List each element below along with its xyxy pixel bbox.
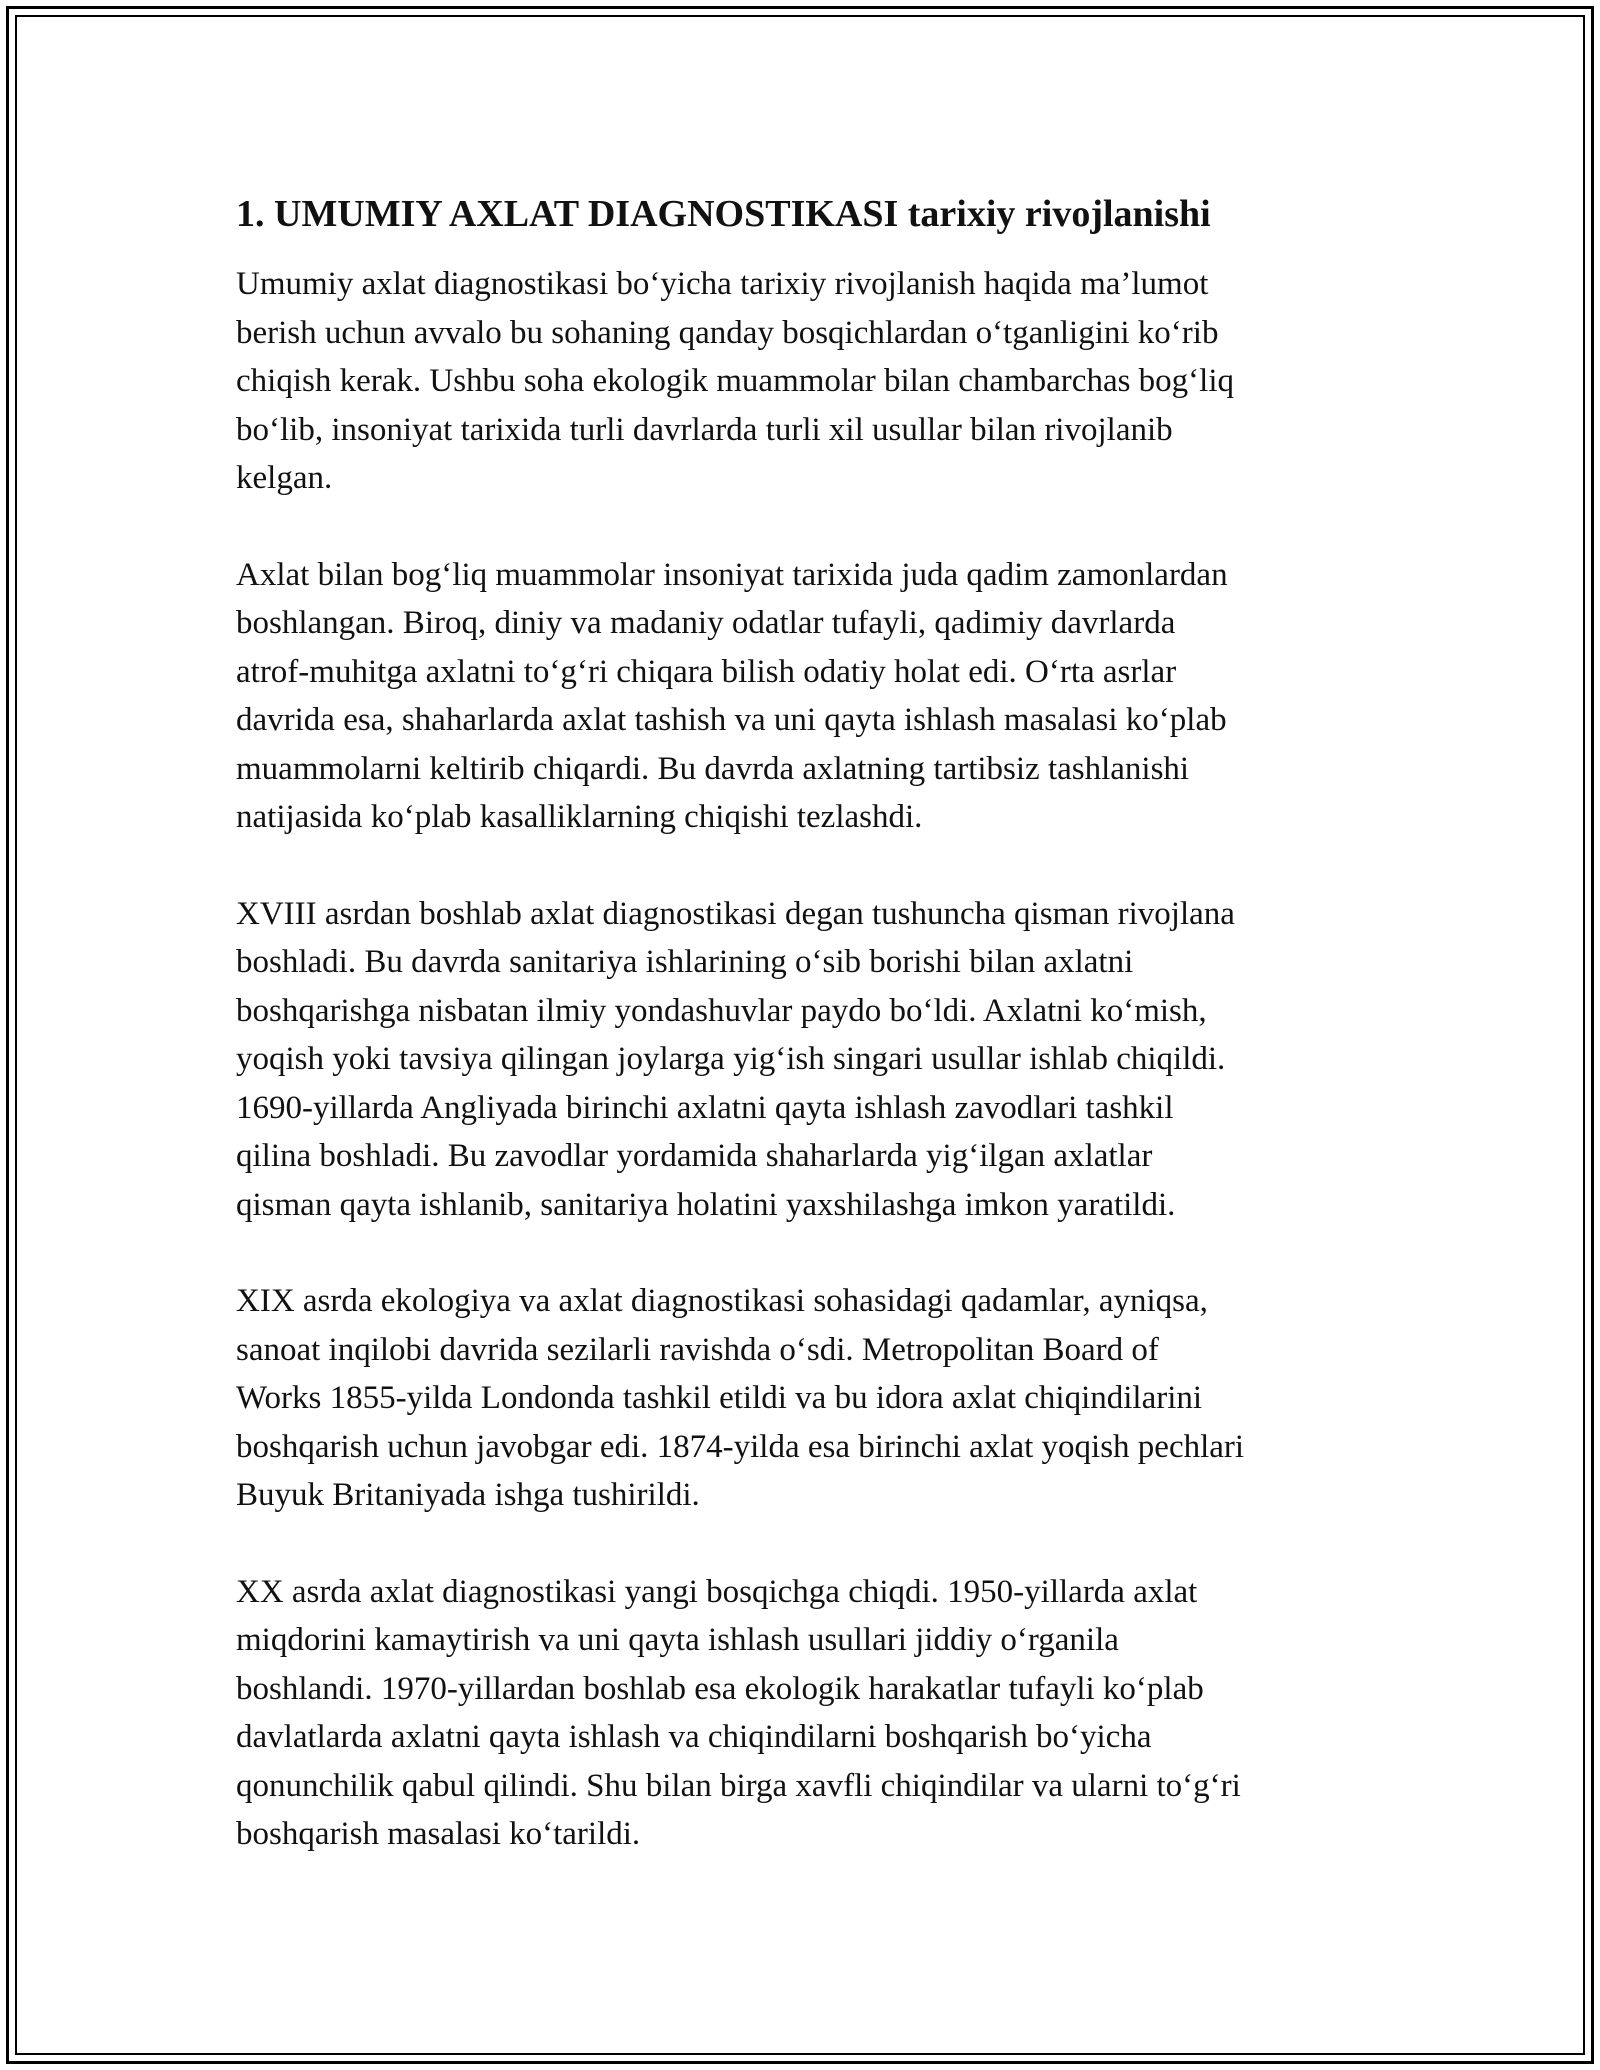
paragraph-4 bbox=[236, 1277, 1376, 1520]
paragraph-line: XVIII asrdan boshlab axlat diagnostikasi degan tushuncha qisman rivojlana bbox=[236, 895, 1235, 932]
paragraph-line: boshladi. Bu davrda sanitariya ishlarining o‘sib borishi bilan axlatni bbox=[236, 944, 1134, 980]
paragraph-line: boshlandi. 1970-yillardan boshlab esa ekologik harakatlar tufayli ko‘plab bbox=[236, 1670, 1204, 1707]
paragraph-2 bbox=[236, 551, 1376, 842]
paragraph-line: boshqarish masalasi ko‘tarildi. bbox=[236, 1816, 641, 1852]
paragraph-line: Axlat bilan bog‘liq muammolar insoniyat tarixida juda qadim zamonlardan bbox=[236, 556, 1228, 593]
paragraph-line: qisman qayta ishlanib, sanitariya holatini yaxshilashga imkon yaratildi. bbox=[236, 1186, 1176, 1223]
paragraph-line: muammolarni keltirib chiqardi. Bu davrda axlatning tartibsiz tashlanishi bbox=[236, 750, 1190, 787]
paragraph-line: davlatlarda axlatni qayta ishlash va chiqindilarni boshqarish bo‘yicha bbox=[236, 1719, 1152, 1755]
paragraph-line: boshlangan. Biroq, diniy va madaniy odatlar tufayli, qadimiy davrlarda bbox=[236, 605, 1176, 641]
paragraph-line: kelgan. bbox=[236, 460, 333, 496]
paragraph-line: davrida esa, shaharlarda axlat tashish va uni qayta ishlash masalasi ko‘plab bbox=[236, 702, 1227, 738]
paragraph-line: atrof-muhitga axlatni to‘g‘ri chiqara bilish odatiy holat edi. O‘rta asrlar bbox=[236, 653, 1177, 690]
page-title: 1. UMUMIY AXLAT DIAGNOSTIKASI tarixiy rivojlanishi bbox=[236, 193, 1211, 235]
paragraph-5 bbox=[236, 1568, 1376, 1859]
paragraph-line: sanoat inqilobi davrida sezilarli ravishda o‘sdi. Metropolitan Board of bbox=[236, 1331, 1159, 1368]
paragraph-line: qonunchilik qabul qilindi. Shu bilan birga xavfli chiqindilar va ularni to‘g‘ri bbox=[236, 1767, 1241, 1804]
paragraph-1 bbox=[236, 260, 1376, 503]
paragraph-line: qilina boshladi. Bu zavodlar yordamida shaharlarda yig‘ilgan axlatlar bbox=[236, 1138, 1153, 1174]
paragraph-3 bbox=[236, 890, 1376, 1230]
paragraph-line: yoqish yoki tavsiya qilingan joylarga yig‘ish singari usullar ishlab chiqildi. bbox=[236, 1041, 1226, 1077]
paragraph-line: Works 1855-yilda Londonda tashkil etildi va bu idora axlat chiqindilarini bbox=[236, 1380, 1203, 1416]
paragraph-line: bo‘lib, insoniyat tarixida turli davrlarda turli xil usullar bilan rivojlanib bbox=[236, 411, 1173, 448]
paragraph-line: Buyuk Britaniyada ishga tushirildi. bbox=[236, 1477, 700, 1513]
paragraph-line: 1690-yillarda Angliyada birinchi axlatni qayta ishlash zavodlari tashkil bbox=[236, 1089, 1174, 1126]
paragraph-line: boshqarishga nisbatan ilmiy yondashuvlar paydo bo‘ldi. Axlatni ko‘mish, bbox=[236, 992, 1207, 1029]
document-body bbox=[236, 186, 1376, 1907]
paragraph-line: natijasida ko‘plab kasalliklarning chiqishi tezlashdi. bbox=[236, 799, 923, 835]
paragraph-line: Umumiy axlat diagnostikasi bo‘yicha tarixiy rivojlanish haqida ma’lumot bbox=[236, 266, 1209, 302]
paragraph-line: XIX asrda ekologiya va axlat diagnostikasi sohasidagi qadamlar, ayniqsa, bbox=[236, 1283, 1208, 1319]
paragraph-line: boshqarish uchun javobgar edi. 1874-yilda esa birinchi axlat yoqish pechlari bbox=[236, 1428, 1245, 1465]
paragraph-line: XX asrda axlat diagnostikasi yangi bosqichga chiqdi. 1950-yillarda axlat bbox=[236, 1573, 1198, 1610]
paragraph-line: berish uchun avvalo bu sohaning qanday bosqichlardan o‘tganligini ko‘rib bbox=[236, 314, 1219, 351]
paragraph-line: chiqish kerak. Ushbu soha ekologik muammolar bilan chambarchas bog‘liq bbox=[236, 363, 1235, 399]
paragraph-line: miqdorini kamaytirish va uni qayta ishlash usullari jiddiy o‘rganila bbox=[236, 1622, 1119, 1658]
